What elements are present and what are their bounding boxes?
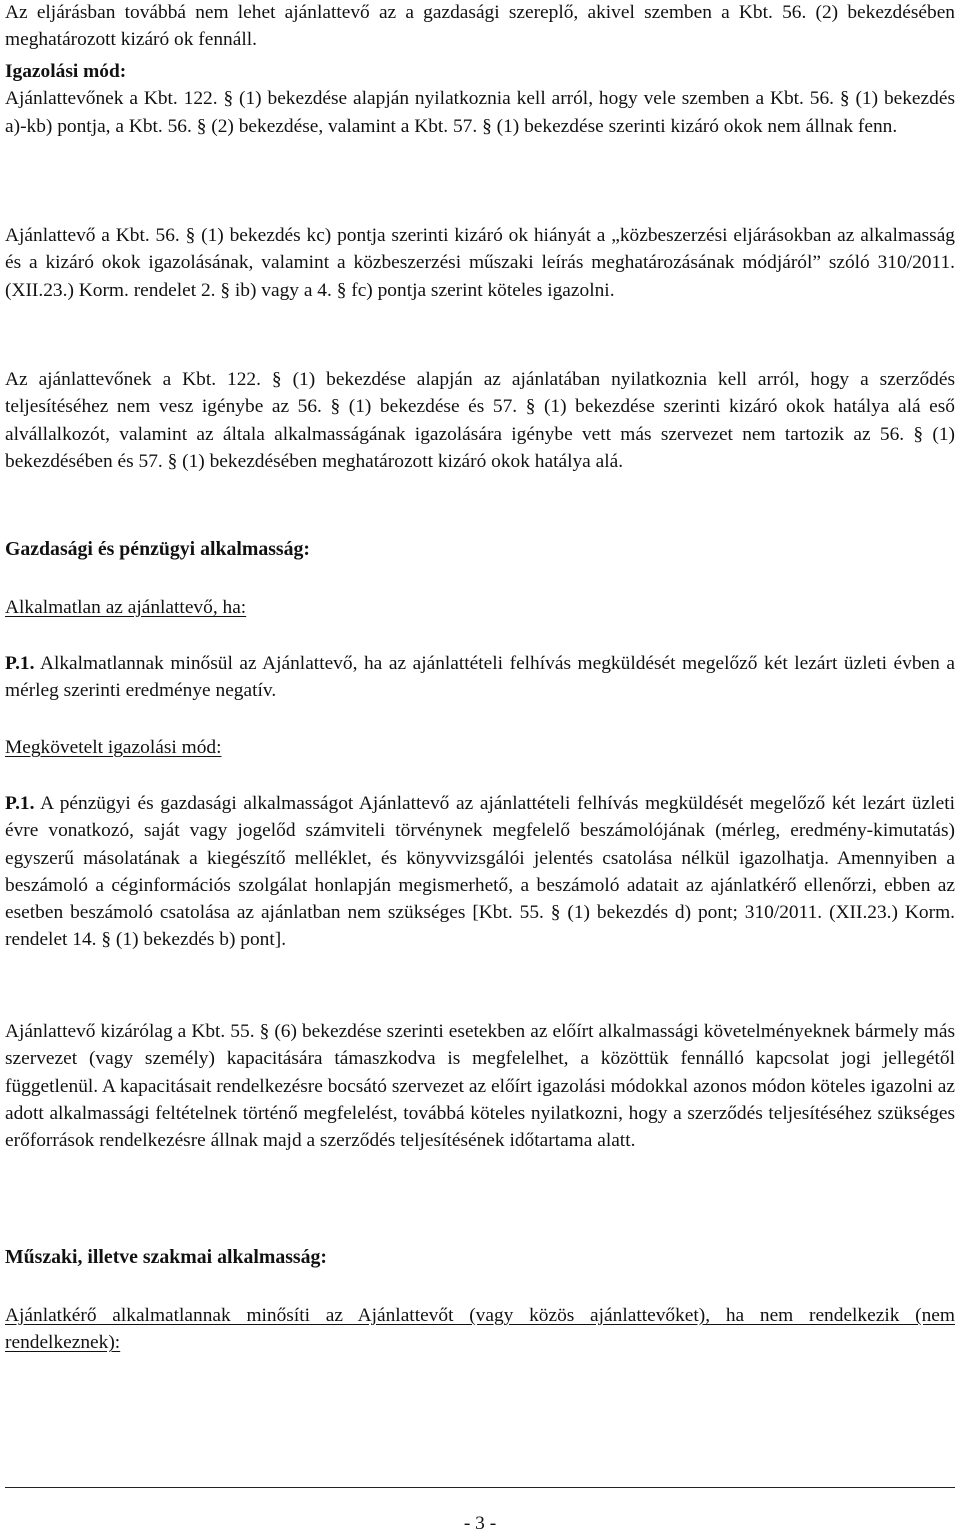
footer-divider — [5, 1487, 955, 1488]
unsuitable-label: Alkalmatlan az ajánlattevő, ha: — [5, 597, 247, 618]
p1-criterion — [5, 650, 955, 705]
p1-verification — [5, 790, 955, 954]
technical-paragraph — [5, 1302, 955, 1357]
verification-method-label: Igazolási mód: — [5, 61, 127, 82]
required-method-label: Megkövetelt igazolási mód: — [5, 737, 222, 758]
verification-text: Ajánlattevőnek a Kbt. 122. § (1) bekezdése alapján nyilatkoznia kell arról, hogy vele szemben a Kbt. 56. § (1) bekezdés a)-kb) pontja, a Kbt. 56. § (2) bekezdése, valamint a Kbt. 57. § (1) bekezdése szerinti kizáró okok nem állnak fenn. — [5, 88, 955, 137]
intro-paragraph — [5, 0, 955, 54]
kc-paragraph — [5, 222, 955, 304]
technical-text: Ajánlatkérő alkalmatlannak minősíti az Ajánlattevőt (vagy közös ajánlattevőket), ha nem rendelkezik (nem rendelkeznek): — [5, 1305, 955, 1354]
subcontractor-paragraph — [5, 366, 955, 475]
page-number: - 3 - — [463, 1513, 497, 1534]
p1b-text: A pénzügyi és gazdasági alkalmasságot Ajánlattevő az ajánlattételi felhívás megküldését megelőző két lezárt üzleti évre vonatkozó, saját vagy jogelőd számviteli törvénynek megfelelő beszámolójának (mérleg, eredmény-kimutatás) egyszerű másolatának a kiegészítő melléklet, és könyvvizsgálói jelentés csatolása nélkül igazolhatja. Amennyiben a beszámoló a céginformációs szolgálat honlapján megismerhető, a beszámoló adatait az ajánlatkérő ellenőrzi, ebben az esetben beszámoló csatolása az ajánlatban nem szükséges [Kbt. 55. § (1) bekezdés d) pont; 310/2011. (XII.23.) Korm. rendelet 14. § (1) bekezdés b) pont]. — [5, 793, 956, 951]
intro-text: Az eljárásban továbbá nem lehet ajánlattevő az a gazdasági szereplő, akivel szemben a Kbt. 56. (2) bekezdésében meghatározott kizáró ok fennáll. — [5, 2, 955, 51]
required-method-label-block — [5, 734, 955, 761]
p1-label: P.1. — [5, 653, 35, 674]
unsuitable-label-block — [5, 594, 955, 621]
p1b-label: P.1. — [5, 793, 35, 814]
technical-suitability-heading-block — [5, 1244, 955, 1271]
financial-suitability-heading-block — [5, 536, 955, 563]
capacity-text: Ajánlattevő kizárólag a Kbt. 55. § (6) bekezdése szerinti esetekben az előírt alkalmassági követelményeknek bármely más szervezet (vagy személy) kapacitására támaszkodva is megfelelhet, a közöttük fennálló kapcsolat jogi jellegétől függetlenül. A kapacitásait rendelkezésre bocsátó szervezet az előírt igazolási módokkal azonos módon köteles igazolni az adott alkalmassági feltételnek történő megfelelést, továbbá köteles nyilatkozni, hogy a szerződés teljesítéséhez szükséges erőforrások rendelkezésre állnak majd a szerződés teljesítésének időtartama alatt. — [5, 1021, 955, 1152]
p1-text: Alkalmatlannak minősül az Ajánlattevő, ha az ajánlattételi felhívás megküldését megelőző két lezárt üzleti évben a mérleg szerinti eredménye negatív. — [5, 653, 955, 702]
kc-text: Ajánlattevő a Kbt. 56. § (1) bekezdés kc) pontja szerinti kizáró ok hiányát a „közbeszerzési eljárásokban az alkalmasság és a kizáró okok igazolásának, valamint a közbeszerzési műszaki leírás meghatározásának módjáról” szóló 310/2011. (XII.23.) Korm. rendelet 2. § ib) vagy a 4. § fc) pontja szerint köteles igazolni. — [5, 225, 955, 301]
financial-suitability-heading: Gazdasági és pénzügyi alkalmasság: — [5, 538, 310, 560]
capacity-paragraph — [5, 1018, 955, 1154]
document-page — [5, 0, 955, 1533]
subcontractor-text: Az ajánlattevőnek a Kbt. 122. § (1) bekezdése alapján az ajánlatában nyilatkoznia kell arról, hogy a szerződés teljesítéséhez nem vesz igénybe az 56. § (1) bekezdése és 57. § (1) bekezdése szerinti kizáró okok hatálya alá eső alvállalkozót, valamint az általa alkalmasságának igazolására igénybe vett más szervezet nem tartozik az 56. § (1) bekezdésében és 57. § (1) bekezdésében meghatározott kizáró okok hatálya alá. — [5, 369, 955, 472]
verification-section — [5, 58, 955, 140]
technical-suitability-heading: Műszaki, illetve szakmai alkalmasság: — [5, 1246, 327, 1268]
